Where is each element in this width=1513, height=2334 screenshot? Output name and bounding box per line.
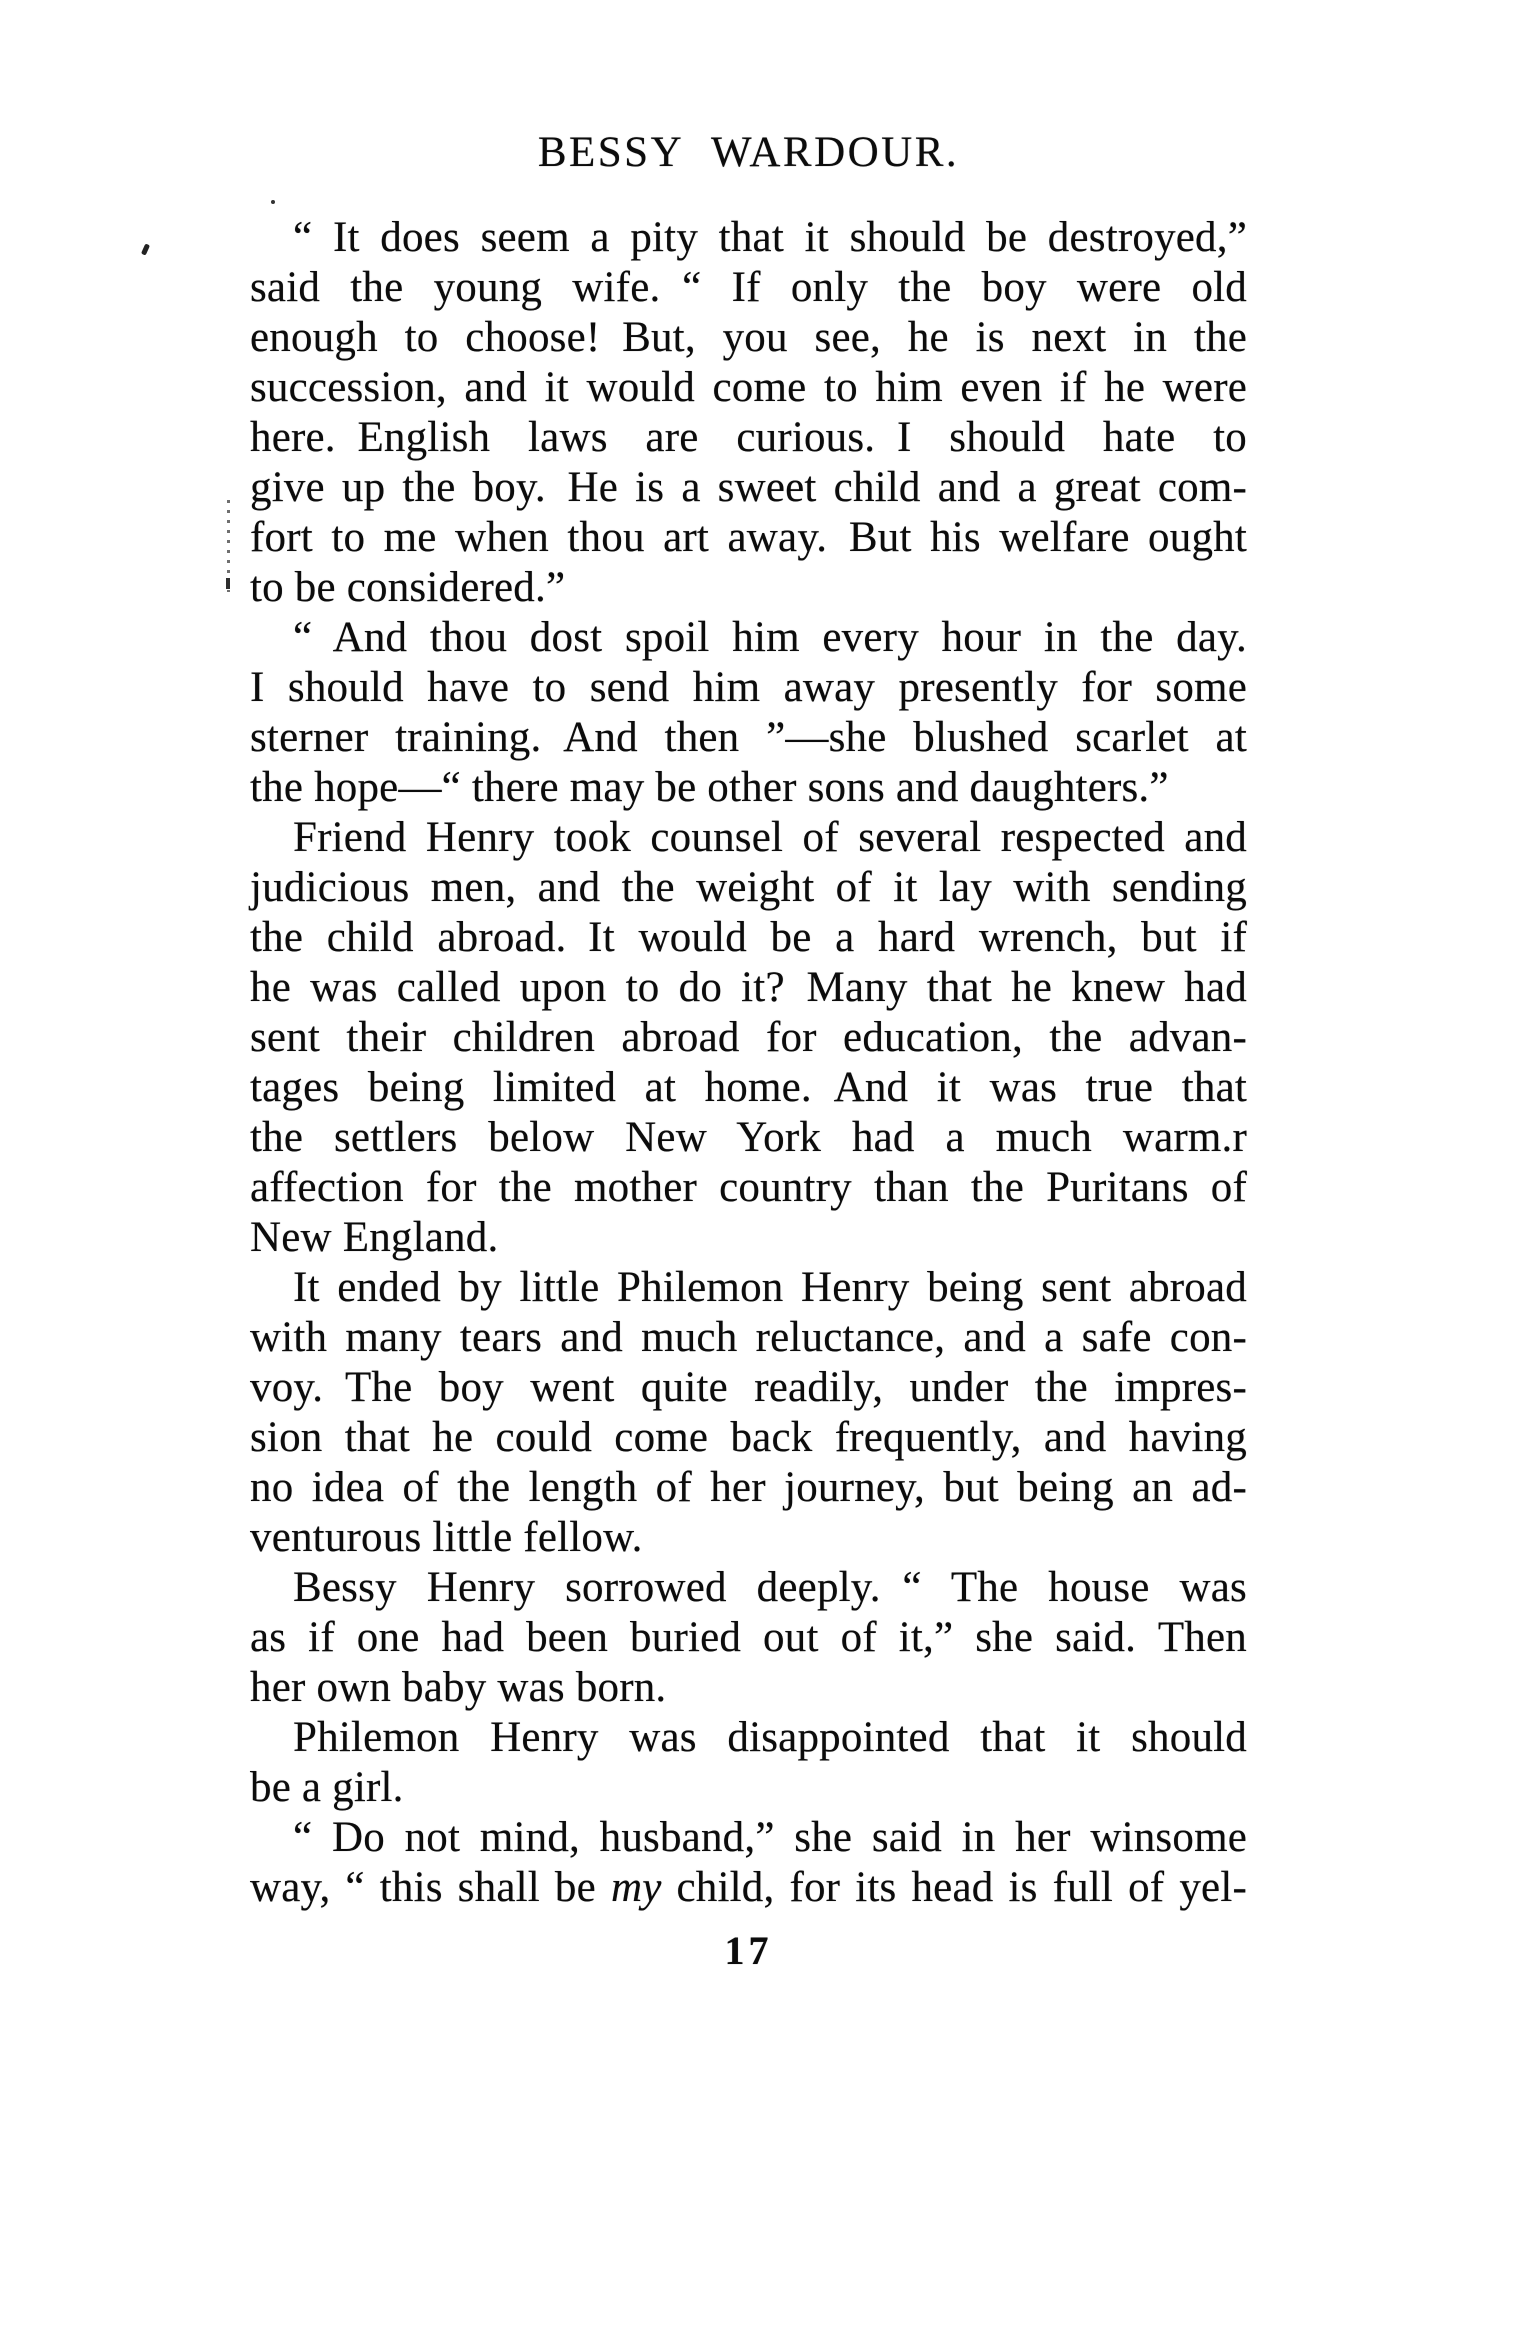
- text-segment: “ It does seem a pity that it should be destroyed,”: [293, 214, 1247, 261]
- text-segment: child, for its head is full of yel-: [661, 1864, 1248, 1911]
- text-segment: her own baby was born.: [250, 1664, 667, 1711]
- text-segment: he was called upon to do it? Many that he knew had: [250, 964, 1247, 1011]
- text-line: [250, 1713, 1247, 1763]
- text-line: [250, 1463, 1247, 1513]
- text-line: [250, 663, 1247, 713]
- text-line: [250, 813, 1247, 863]
- text-line: [250, 1413, 1247, 1463]
- text-segment: succession, and it would come to him even if he were: [250, 364, 1247, 411]
- text-segment: here. English laws are curious. I should hate to: [250, 414, 1247, 461]
- text-segment: to be considered.”: [250, 564, 566, 611]
- text-line: [250, 1813, 1247, 1863]
- text-line: [250, 1513, 1247, 1563]
- text-line: [250, 963, 1247, 1013]
- text-segment: with many tears and much reluctance, and a safe con-: [250, 1314, 1247, 1361]
- running-head: BESSY WARDOUR.: [537, 129, 960, 176]
- text-line: [250, 913, 1247, 963]
- text-segment: be a girl.: [250, 1764, 404, 1811]
- text-segment: sent their children abroad for education, the advan-: [250, 1014, 1247, 1061]
- text-segment: Friend Henry took counsel of several respected and: [293, 814, 1247, 861]
- paragraph: [250, 1813, 1247, 1913]
- ink-speck: [271, 200, 275, 204]
- text-segment: give up the boy. He is a sweet child and a great com-: [250, 464, 1247, 511]
- body-text: [250, 213, 1247, 1913]
- text-line: [250, 1063, 1247, 1113]
- text-segment: I should have to send him away presently for some: [250, 664, 1247, 711]
- text-line: [250, 263, 1247, 313]
- text-line: [250, 1313, 1247, 1363]
- paragraph: [250, 1563, 1247, 1713]
- text-segment: enough to choose! But, you see, he is next in the: [250, 314, 1247, 361]
- text-segment: voy. The boy went quite readily, under the impres-: [250, 1364, 1247, 1411]
- paragraph: [250, 813, 1247, 1263]
- text-segment: way, “ this shall be: [250, 1864, 611, 1911]
- text-line: [250, 1163, 1247, 1213]
- ink-speck: [141, 243, 150, 255]
- text-line: [250, 213, 1247, 263]
- text-line: [250, 863, 1247, 913]
- text-segment: no idea of the length of her journey, but being an ad-: [250, 1464, 1247, 1511]
- paragraph: [250, 613, 1247, 813]
- text-line: [250, 1613, 1247, 1663]
- text-segment: “ And thou dost spoil him every hour in the day.: [293, 614, 1247, 661]
- text-segment: New England.: [250, 1214, 499, 1261]
- text-line: [250, 413, 1247, 463]
- text-segment: the hope—“ there may be other sons and daughters.”: [250, 764, 1169, 811]
- text-segment: It ended by little Philemon Henry being sent abroad: [293, 1264, 1247, 1311]
- text-segment: judicious men, and the weight of it lay with sending: [250, 864, 1247, 911]
- text-segment: “ Do not mind, husband,” she said in her winsome: [293, 1814, 1247, 1861]
- text-line: [250, 1263, 1247, 1313]
- text-segment: the settlers below New York had a much warm.r: [250, 1114, 1247, 1161]
- text-segment: sterner training. And then ”—she blushed scarlet at: [250, 714, 1247, 761]
- text-segment: the child abroad. It would be a hard wrench, but if: [250, 914, 1247, 961]
- paragraph: [250, 213, 1247, 613]
- text-line: [250, 713, 1247, 763]
- text-segment: Bessy Henry sorrowed deeply. “ The house was: [293, 1564, 1247, 1611]
- paragraph: [250, 1713, 1247, 1813]
- text-line: [250, 563, 1247, 613]
- text-line: [250, 1863, 1247, 1913]
- text-segment: venturous little fellow.: [250, 1514, 643, 1561]
- text-line: [250, 1763, 1247, 1813]
- text-line: [250, 763, 1247, 813]
- text-line: [250, 1663, 1247, 1713]
- text-line: [250, 1013, 1247, 1063]
- margin-print-mark: [226, 578, 230, 589]
- text-segment: sion that he could come back frequently, and having: [250, 1414, 1247, 1461]
- text-line: [250, 313, 1247, 363]
- paragraph: [250, 1263, 1247, 1563]
- text-line: [250, 1363, 1247, 1413]
- text-line: [250, 1213, 1247, 1263]
- text-line: [250, 513, 1247, 563]
- text-line: [250, 463, 1247, 513]
- text-segment: fort to me when thou art away. But his welfare ought: [250, 514, 1247, 561]
- text-line: [250, 1563, 1247, 1613]
- page-number: 17: [724, 1928, 773, 1973]
- text-line: [250, 363, 1247, 413]
- text-segment: affection for the mother country than the Puritans of: [250, 1164, 1247, 1211]
- text-line: [250, 613, 1247, 663]
- text-segment: as if one had been buried out of it,” she said. Then: [250, 1614, 1247, 1661]
- text-line: [250, 1113, 1247, 1163]
- italic-text: my: [610, 1864, 662, 1911]
- text-segment: said the young wife. “ If only the boy were old: [250, 264, 1247, 311]
- text-segment: tages being limited at home. And it was true that: [250, 1064, 1247, 1111]
- text-segment: Philemon Henry was disappointed that it should: [293, 1714, 1247, 1761]
